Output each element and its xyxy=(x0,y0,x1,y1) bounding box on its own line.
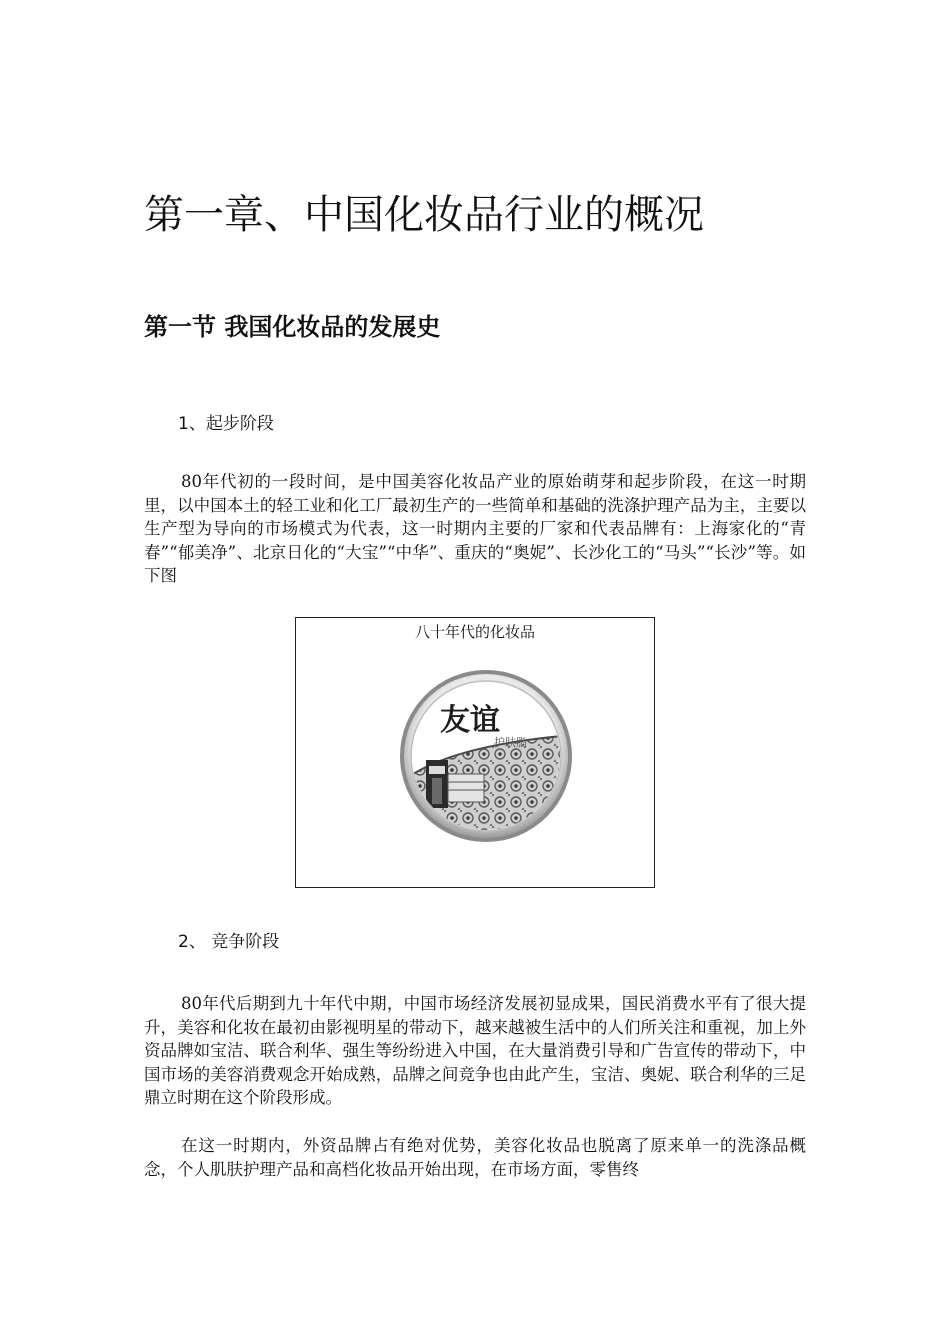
brand-text: 友谊 xyxy=(440,703,500,738)
stage-2-heading: 2、 竞争阶段 xyxy=(178,932,280,952)
stage-1-paragraph: 80年代初的一段时间，是中国美容化妆品产业的原始萌芽和起步阶段，在这一时期里，以中国本土的轻工业和化工厂最初生产的一些简单和基础的洗涤护理产品为主，主要以生产型为导向的市场模式为代表，这一时期内主要的厂家和代表品牌有：上海家化的“青春”“郁美净”、北京日化的“大宝”“中华”、重庆的“奥妮”、长沙化工的“马头”“长沙”等。如下图 xyxy=(144,472,806,585)
stage-2-paragraph-2: 在这一时期内，外资品牌占有绝对优势，美容化妆品也脱离了原来单一的洗涤品概念，个人肌肤护理产品和高档化妆品开始出现，在市场方面，零售终 xyxy=(144,1136,806,1179)
chapter-title: 第一章、中国化妆品行业的概况 xyxy=(144,192,704,238)
cosmetic-tin-image xyxy=(396,666,576,846)
figure-caption: 八十年代的化妆品 xyxy=(414,623,535,641)
brand-subtitle: 护肤脂 xyxy=(494,736,527,749)
section-title: 第一节 我国化妆品的发展史 xyxy=(144,313,441,341)
stage-2-paragraph-1: 80年代后期到九十年代中期，中国市场经济发展初显成果，国民消费水平有了很大提升，美容和化妆在最初由影视明星的带动下，越来越被生活中的人们所关注和重视，加上外资品牌如宝洁、联合利华、强生等纷纷进入中国，在大量消费引导和广告宣传的带动下，中国市场的美容消费观念开始成熟，品牌之间竞争也由此产生，宝洁、奥妮、联合利华的三足鼎立时期在这个阶段形成。 xyxy=(144,994,806,1107)
figure-box xyxy=(295,617,655,888)
stage-1-heading: 1、起步阶段 xyxy=(178,414,274,434)
